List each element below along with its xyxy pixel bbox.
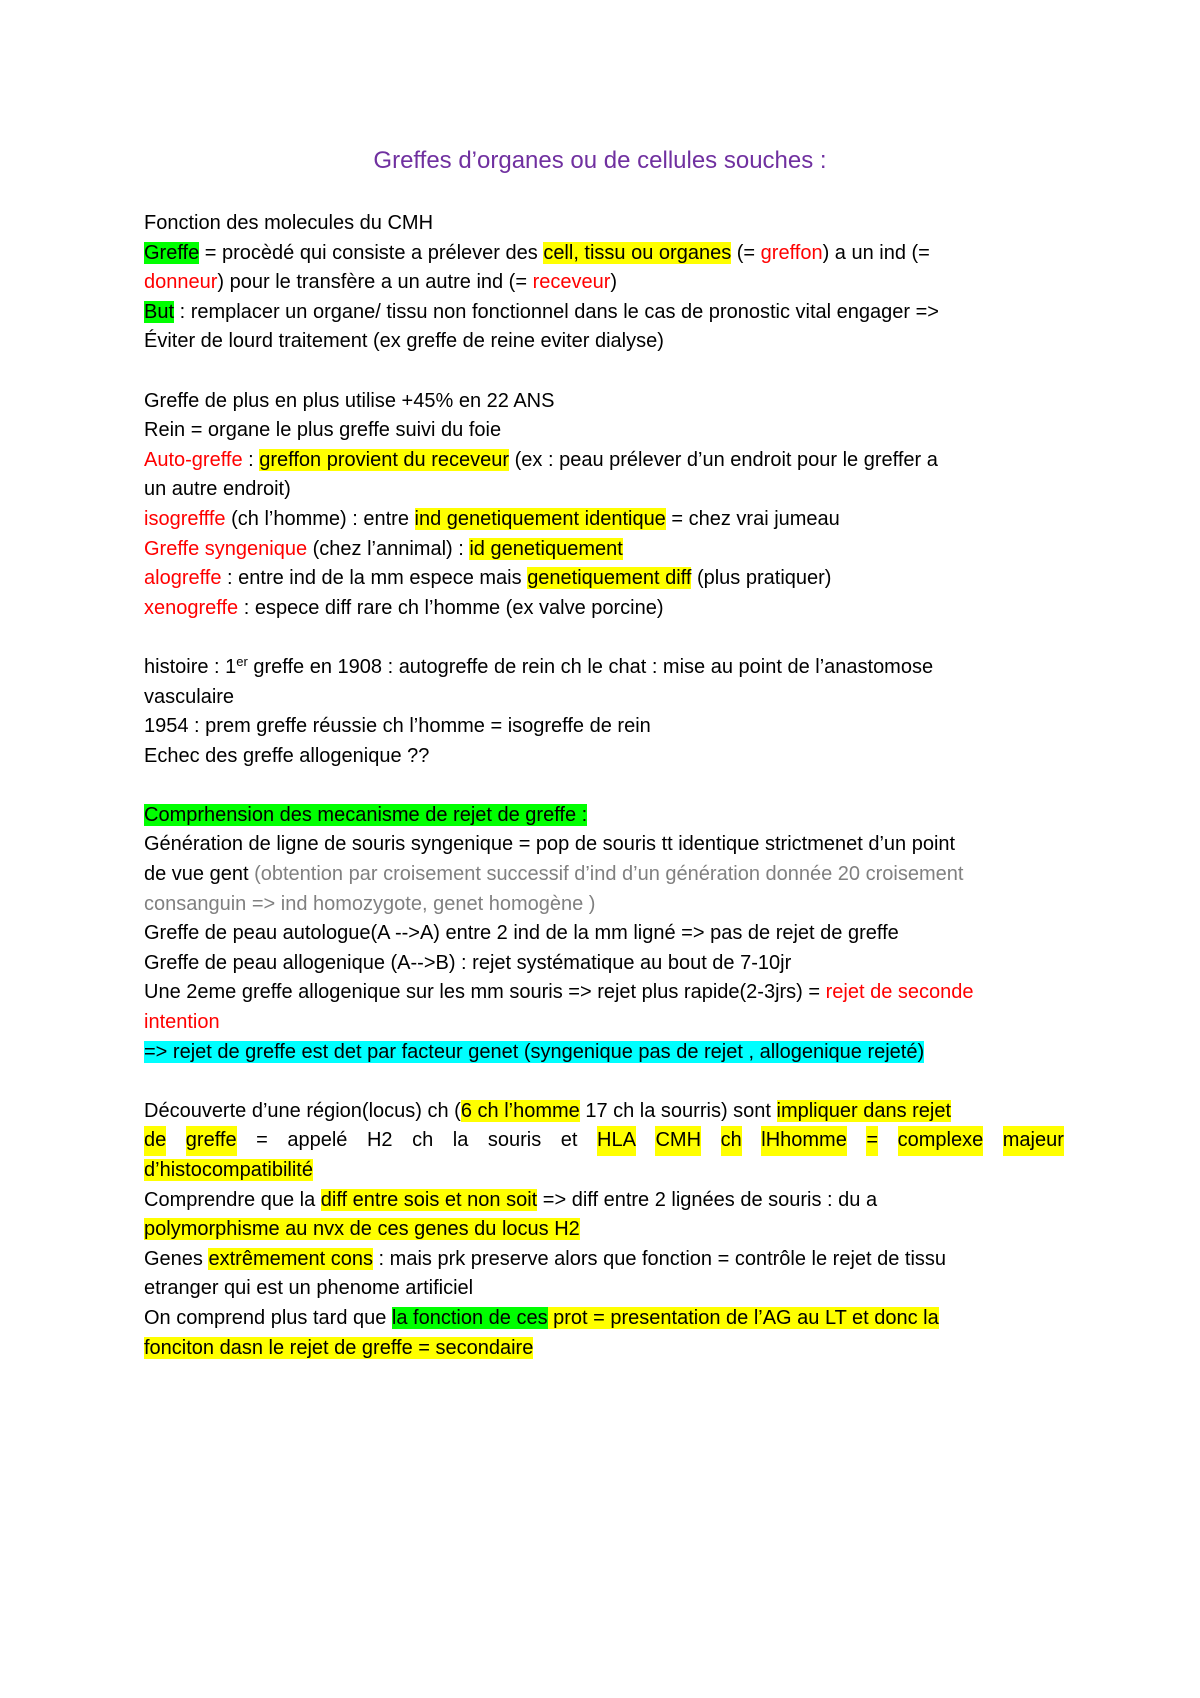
term-greffon: greffon (760, 241, 823, 264)
term-but: But (144, 300, 175, 323)
mechanism-line-2: Greffe de peau autologue(A -->A) entre 2 ind de la mm ligné => pas de rejet de greffe (144, 922, 899, 945)
history-line-3: Echec des greffe allogenique ?? (144, 744, 430, 767)
greffe-definition-cont: donneur) pour le transfère a un autre ind (= receveur) (144, 271, 618, 294)
mechanism-line-1-gray: consanguin => ind homozygote, genet homogène ) (144, 892, 596, 915)
isogreffe-line: isogrefffe (ch l’homme) : entre ind genetiquement identique = chez vrai jumeau (144, 507, 840, 530)
auto-greffe-line-cont: un autre endroit) (144, 478, 291, 501)
mechanism-line-4: Une 2eme greffe allogenique sur les mm souris => rejet plus rapide(2-3jrs) = rejet de seconde (144, 981, 974, 1004)
highlight-identique: ind genetiquement identique (414, 507, 666, 530)
discovery-p4-line-2: fonciton dasn le rejet de greffe = secondaire (144, 1336, 534, 1359)
but-line: But : remplacer un organe/ tissu non fonctionnel dans le cas de pronostic vital engager => (144, 300, 939, 323)
types-line-1: Greffe de plus en plus utilise +45% en 22 ANS (144, 389, 555, 412)
mechanism-conclusion: => rejet de greffe est det par facteur genet (syngenique pas de rejet , allogenique rejeté) (144, 1040, 925, 1063)
mechanism-line-1: Génération de ligne de souris syngenique = pop de souris tt identique strictmenet d’un point (144, 833, 956, 856)
discovery-line-2: de greffe = appelé H2 ch la souris et HLA CMH ch lHhomme = complexe majeur (144, 1126, 1064, 1156)
term-receveur: receveur (532, 271, 611, 294)
highlight-cell-tissu: cell, tissu ou organes (543, 241, 732, 264)
syngenique-line: Greffe syngenique (chez l’annimal) : id genetiquement (144, 537, 623, 560)
term-syngenique: Greffe syngenique (144, 537, 308, 560)
xenogreffe-line: xenogreffe : espece diff rare ch l’homme (ex valve porcine) (144, 596, 664, 619)
term-donneur: donneur (144, 271, 218, 294)
auto-greffe-line: Auto-greffe : greffon provient du receveur (ex : peau prélever d’un endroit pour le greffer a (144, 448, 938, 471)
term-isogreffe: isogrefffe (144, 507, 226, 530)
document-body (144, 209, 1064, 1363)
history-line-1-cont: vasculaire (144, 685, 235, 708)
mechanism-heading: Comprhension des mecanisme de rejet de greffe : (144, 803, 588, 826)
term-rejet-seconde: rejet de seconde (825, 981, 974, 1004)
highlight-id-genetiquement: id genetiquement (469, 537, 623, 560)
mechanism-line-3: Greffe de peau allogenique (A-->B) : rejet systématique au bout de 7-10jr (144, 951, 792, 974)
discovery-p4-line-1: On comprend plus tard que la fonction de ces prot = presentation de l’AG au LT et donc la (144, 1306, 939, 1329)
term-xenogreffe: xenogreffe (144, 596, 239, 619)
discovery-p3-line-2: etranger qui est un phenome artificiel (144, 1277, 474, 1300)
intro-heading: Fonction des molecules du CMH (144, 212, 434, 234)
history-line-2: 1954 : prem greffe réussie ch l’homme = isogreffe de rein (144, 715, 651, 738)
history-line-1: histoire : 1er greffe en 1908 : autogreffe de rein ch le chat : mise au point de l’anastomose (144, 653, 934, 678)
term-alogreffe: alogreffe (144, 567, 222, 590)
highlight-genetiquement-diff: genetiquement diff (527, 567, 692, 590)
discovery-line-3: d’histocompatibilité (144, 1159, 313, 1181)
term-auto-greffe: Auto-greffe (144, 448, 243, 471)
term-greffe: Greffe (144, 241, 200, 264)
types-line-2: Rein = organe le plus greffe suivi du foie (144, 419, 502, 442)
discovery-p2-line-2: polymorphisme au nvx de ces genes du locus H2 (144, 1218, 580, 1241)
mechanism-line-4-cont: intention (144, 1011, 220, 1034)
discovery-line-1: Découverte d’une région(locus) ch (6 ch l’homme 17 ch la sourris) sont impliquer dans rejet (144, 1099, 952, 1122)
greffe-definition: Greffe = procèdé qui consiste a prélever des cell, tissu ou organes (= greffon) a un ind (= (144, 241, 930, 264)
alogreffe-line: alogreffe : entre ind de la mm espece mais genetiquement diff (plus pratiquer) (144, 567, 832, 590)
document-title: Greffes d’organes ou de cellules souches : (373, 147, 827, 174)
discovery-p3-line-1: Genes extrêmement cons : mais prk preserve alors que fonction = contrôle le rejet de tissu (144, 1247, 947, 1270)
mechanism-line-1-cont: de vue gent (obtention par croisement successif d’ind d’un génération donnée 20 croisement (144, 863, 964, 886)
highlight-greffon-provient: greffon provient du receveur (259, 448, 510, 471)
but-line-cont: Éviter de lourd traitement (ex greffe de reine eviter dialyse) (144, 330, 664, 353)
discovery-p2-line-1: Comprendre que la diff entre sois et non soit => diff entre 2 lignées de souris : du a (144, 1188, 878, 1211)
